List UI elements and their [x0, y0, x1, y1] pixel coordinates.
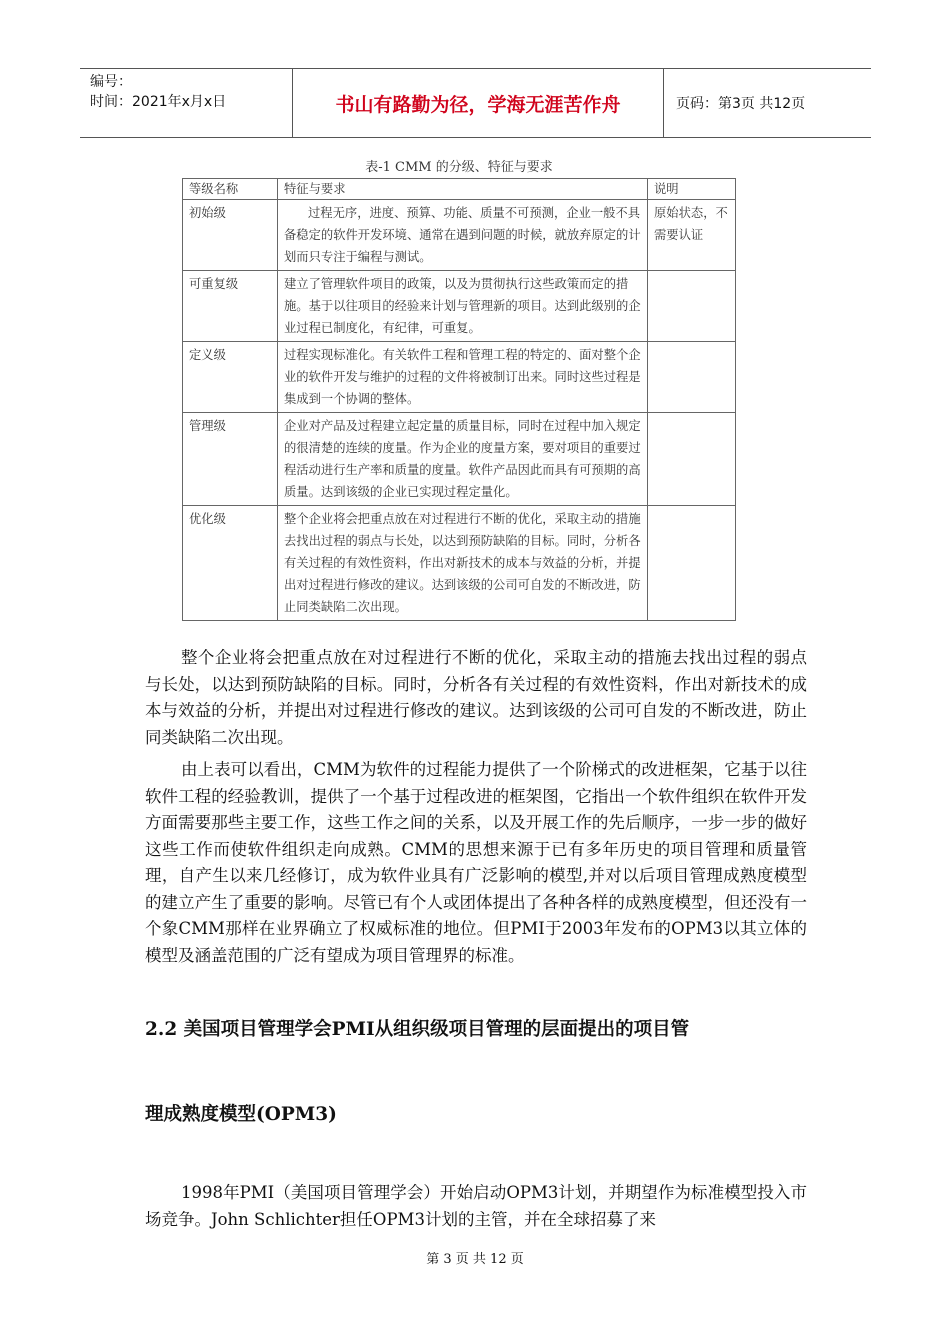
table-row: [183, 413, 736, 506]
level-cell: 定义级: [183, 342, 278, 413]
table-row: [183, 271, 736, 342]
paragraph-optimizing: 整个企业将会把重点放在对过程进行不断的优化，采取主动的措施去找出过程的弱点与长处，以达到预防缺陷的目标。同时，分析各有关过程的有效性资料，作出对新技术的成本与效益的分析，并提出对过程进行修改的建议。达到该级的公司可自发的不断改进，防止同类缺陷二次出现。: [145, 648, 807, 747]
cmm-table: [182, 178, 736, 621]
note-cell: [648, 271, 736, 342]
header-cell-note: 说明: [648, 179, 736, 200]
paragraph-opm3-intro: 1998年PMI（美国项目管理学会）开始启动OPM3计划，并期望作为标准模型投入市场竞争。John Schlichter担任OPM3计划的主管，并在全球招募了来: [145, 1183, 807, 1229]
desc-cell: 过程无序，进度、预算、功能、质量不可预测，企业一般不具备稳定的软件开发环境、通常在遇到问题的时候，就放弃原定的计划而只专注于编程与测试。: [278, 200, 648, 271]
level-cell: 管理级: [183, 413, 278, 506]
header-meta: [80, 69, 293, 137]
table-row: [183, 200, 736, 271]
note-cell: [648, 342, 736, 413]
table-header-row: [183, 179, 736, 200]
paragraph-cmm-summary: 由上表可以看出，CMM为软件的过程能力提供了一个阶梯式的改进框架，它基于以往软件工程的经验教训，提供了一个基于过程改进的框架图，它指出一个软件组织在软件开发方面需要那些主要工作，这些工作之间的关系，以及开展工作的先后顺序，一步一步的做好这些工作而使软件组织走向成熟。CMM的思想来源于已有多年历史的项目管理和质量管理，自产生以来几经修订，成为软件业具有广泛影响的模型,并对以后项目管理成熟度模型的建立产生了重要的影响。尽管已有个人或团体提出了各种各样的成熟度模型，但还没有一个象CMM那样在业界确立了权威标准的地位。但PMI于2003年发布的OPM3以其立体的模型及涵盖范围的广泛有望成为项目管理界的标准。: [145, 760, 807, 965]
header-cell-level: 等级名称: [183, 179, 278, 200]
table-caption: 表-1 CMM 的分级、特征与要求: [365, 160, 553, 175]
level-cell: 优化级: [183, 506, 278, 621]
desc-cell: 企业对产品及过程建立起定量的质量目标，同时在过程中加入规定的很清楚的连续的度量。作为企业的度量方案，要对项目的重要过程活动进行生产率和质量的度量。软件产品因此而具有可预期的高质量。达到该级的企业已实现过程定量化。: [278, 413, 648, 506]
table-row: [183, 506, 736, 621]
page-footer: 第 3 页 共 12 页: [426, 1252, 524, 1267]
level-cell: 初始级: [183, 200, 278, 271]
section-heading-line2: 理成熟度模型(OPM3): [145, 1104, 337, 1125]
note-cell: 原始状态，不需要认证: [648, 200, 736, 271]
header-motto: 书山有路勤为径，学海无涯苦作舟: [293, 69, 664, 137]
note-cell: [648, 413, 736, 506]
table-row: [183, 342, 736, 413]
desc-cell: 建立了管理软件项目的政策，以及为贯彻执行这些政策而定的措施。基于以往项目的经验来计划与管理新的项目。达到此级别的企业过程已制度化，有纪律，可重复。: [278, 271, 648, 342]
page-header: [80, 68, 871, 138]
cmm-table-figure: [180, 158, 738, 614]
date-label: 时间：2021年x月x日: [90, 94, 227, 110]
header-page-label: 页码：第3页 共12页: [676, 96, 806, 112]
number-label: 编号：: [90, 74, 132, 90]
desc-cell: 过程实现标准化。有关软件工程和管理工程的特定的、面对整个企业的软件开发与维护的过程的文件将被制订出来。同时这些过程是集成到一个协调的整体。: [278, 342, 648, 413]
desc-cell: 整个企业将会把重点放在对过程进行不断的优化，采取主动的措施去找出过程的弱点与长处，以达到预防缺陷的目标。同时，分析各有关过程的有效性资料，作出对新技术的成本与效益的分析，并提出对过程进行修改的建议。达到该级的公司可自发的不断改进，防止同类缺陷二次出现。: [278, 506, 648, 621]
level-cell: 可重复级: [183, 271, 278, 342]
note-cell: [648, 506, 736, 621]
section-heading-line1: 2.2 美国项目管理学会PMI从组织级项目管理的层面提出的项目管: [145, 1019, 690, 1040]
header-cell-desc: 特征与要求: [278, 179, 648, 200]
